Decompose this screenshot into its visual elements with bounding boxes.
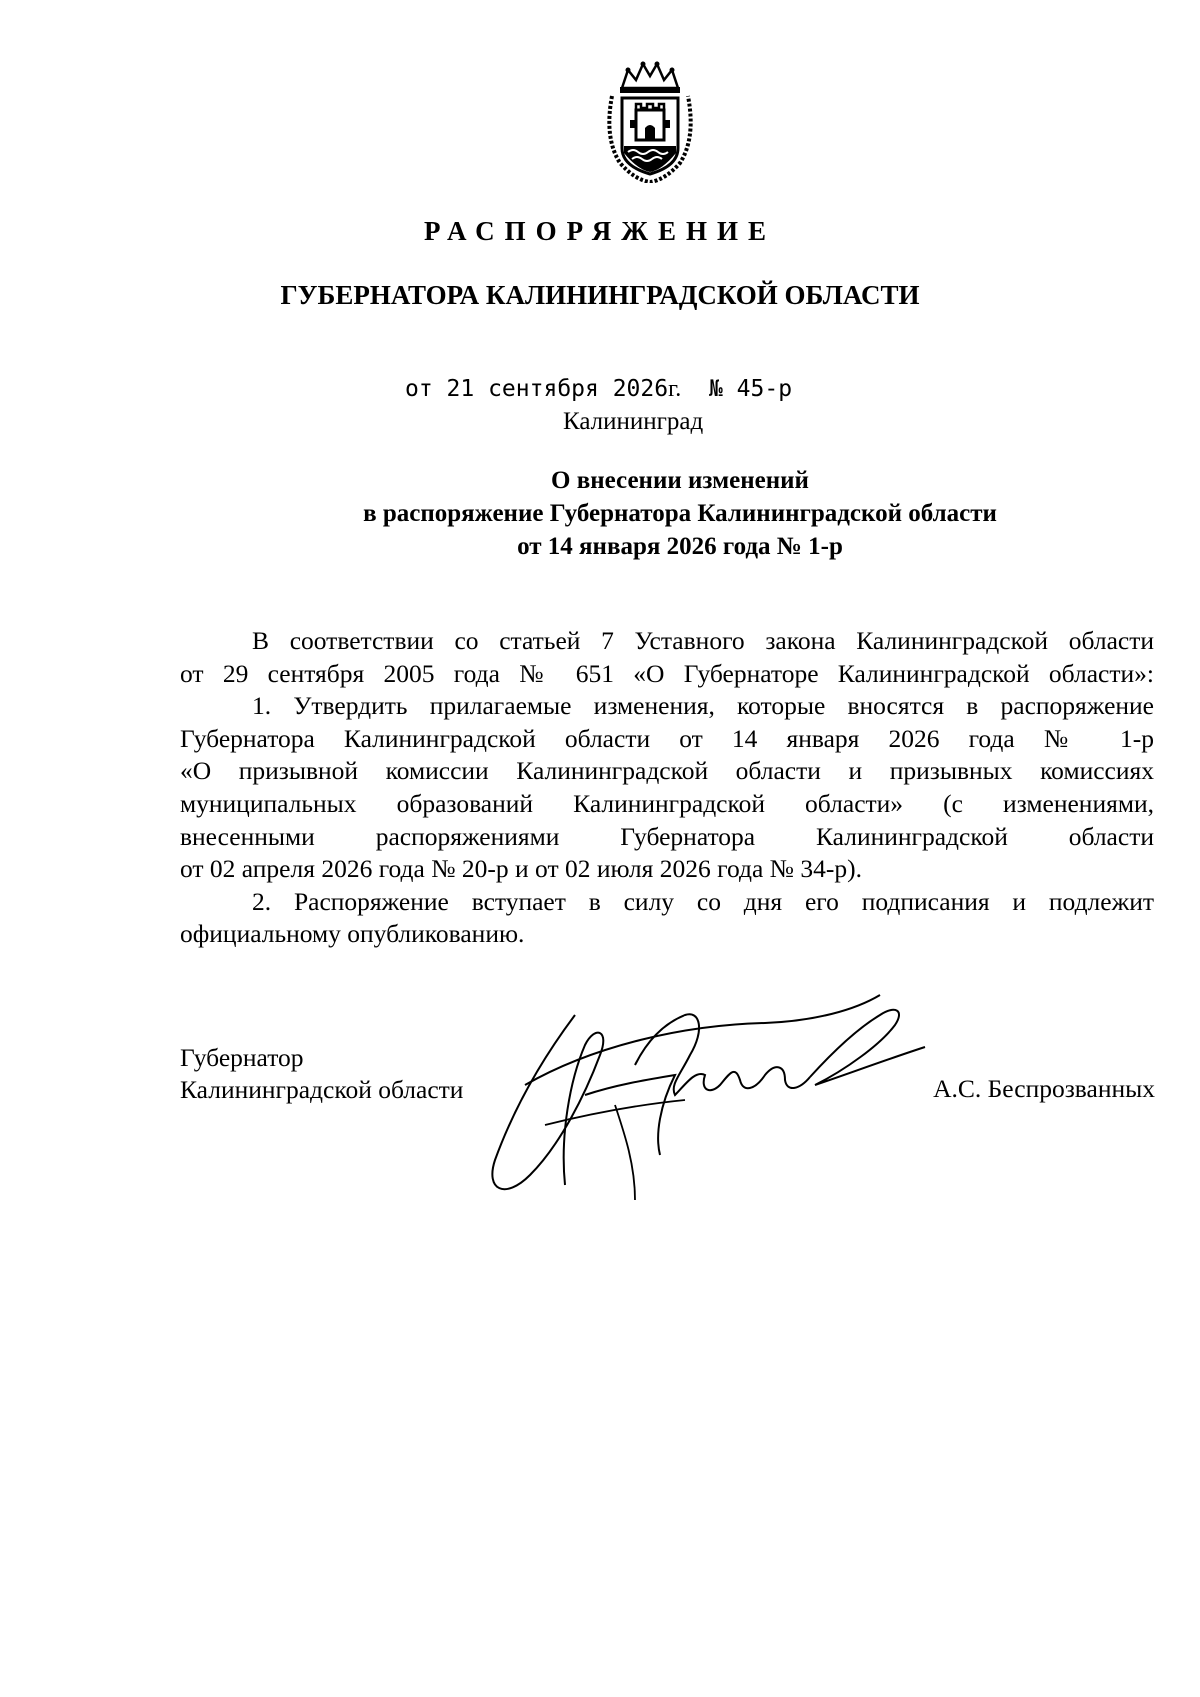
document-city: Калининград: [563, 408, 704, 435]
coat-of-arms-emblem: [600, 58, 700, 183]
document-heading: [300, 464, 1060, 563]
body-line: «О призывной комиссии Калининградской области и призывных комиссиях: [180, 756, 1154, 786]
body-line: от 02 апреля 2026 года № 20-р и от 02 июля 2026 года № 34-р).: [180, 854, 862, 884]
body-line: 1. Утвердить прилагаемые изменения, которые вносятся в распоряжение: [252, 691, 1154, 721]
body-line: 2. Распоряжение вступает в силу со дня его подписания и подлежит: [252, 886, 1154, 916]
document-body: [180, 625, 1154, 951]
signatory-position-line: Губернатор: [180, 1043, 304, 1072]
body-line: В соответствии со статьей 7 Уставного закона Калининградской области: [252, 626, 1154, 655]
document-date-line: [405, 376, 792, 403]
signatory-name: А.С. Беспрозванных: [933, 1074, 1155, 1103]
heading-line: О внесении изменений: [551, 467, 809, 494]
body-line: от 29 сентября 2005 года № 651 «О Губернаторе Калининградской области»:: [180, 658, 1154, 688]
handwritten-signature: [485, 985, 945, 1215]
document-date-year-suffix: г.: [668, 376, 682, 402]
body-line: официальному опубликованию.: [180, 919, 525, 949]
signatory-position: [180, 1042, 463, 1106]
heading-line: от 14 января 2026 года № 1-р: [517, 533, 843, 560]
document-date: от 21 сентября 2026: [405, 376, 669, 402]
body-line: муниципальных образований Калининградской области» (с изменениями,: [180, 788, 1154, 818]
document-number: № 45-р: [708, 376, 793, 402]
document-title: РАСПОРЯЖЕНИЕ: [423, 216, 777, 246]
body-line: внесенными распоряжениями Губернатора Калининградской области: [180, 821, 1154, 851]
heading-line: в распоряжение Губернатора Калининградской области: [363, 500, 997, 527]
document-subtitle: ГУБЕРНАТОРА КАЛИНИНГРАДСКОЙ ОБЛАСТИ: [280, 280, 920, 310]
body-line: Губернатора Калининградской области от 14 января 2026 года № 1-р: [180, 723, 1154, 753]
signatory-position-line: Калининградской области: [180, 1075, 464, 1104]
